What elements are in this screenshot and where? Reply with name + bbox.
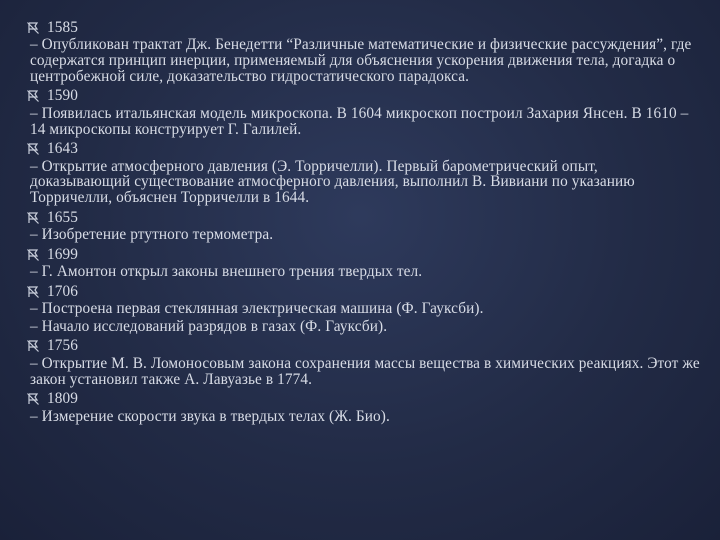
year-label: 1655 xyxy=(47,208,78,226)
year-row xyxy=(10,208,700,227)
slashed-flag-bullet-icon xyxy=(26,211,40,225)
event-description: – Начало исследований разрядов в газах (Ф. Гауксби). xyxy=(30,317,388,335)
year-label: 1699 xyxy=(47,245,78,263)
event-description: – Опубликован трактат Дж. Бенедетти “Различные математические и физические рассуждения”, где содержатся принцип инерции, применяемый для объяснения ускорения движения тела, догадка о центробежной силе, доказательство гидростатического парадокса. xyxy=(30,36,692,85)
timeline-entry xyxy=(10,87,700,138)
year-label: 1756 xyxy=(47,337,78,355)
timeline-entry xyxy=(10,337,700,388)
year-row xyxy=(10,87,700,106)
slashed-flag-bullet-icon xyxy=(26,248,40,262)
event-description: – Открытие М. В. Ломоносовым закона сохранения массы вещества в химических реакциях. Этот же закон установил также А. Лавуазье в 1774. xyxy=(30,354,700,388)
event-description: – Открытие атмосферного давления (Э. Торричелли). Первый барометрический опыт, доказывающий существование атмосферного давления, выполнил В. Вивиани по указанию Торричелли, объяснен Торричелли в 1644. xyxy=(30,157,635,207)
event-description: – Построена первая стеклянная электрическая машина (Ф. Гауксби). xyxy=(30,300,484,318)
event-description: – Измерение скорости звука в твердых телах (Ж. Био). xyxy=(30,407,390,425)
timeline-entry xyxy=(10,282,700,335)
event-description: – Г. Амонтон открыл законы внешнего трения твердых тел. xyxy=(30,263,423,281)
slashed-flag-bullet-icon xyxy=(26,89,40,103)
slashed-flag-bullet-icon xyxy=(26,285,40,299)
year-label: 1809 xyxy=(47,390,78,408)
slashed-flag-bullet-icon xyxy=(26,142,40,156)
slashed-flag-bullet-icon xyxy=(26,21,40,35)
year-row xyxy=(10,140,700,159)
timeline-entry xyxy=(10,208,700,243)
timeline-entry xyxy=(10,245,700,280)
timeline-entry xyxy=(10,390,700,425)
slashed-flag-bullet-icon xyxy=(26,392,40,406)
timeline-list xyxy=(10,18,700,425)
slashed-flag-bullet-icon xyxy=(26,339,40,353)
event-description: – Изобретение ртутного термометра. xyxy=(30,226,274,244)
year-row xyxy=(10,337,700,356)
timeline-entry xyxy=(10,140,700,207)
year-row xyxy=(10,390,700,409)
timeline-entry xyxy=(10,18,700,85)
year-row xyxy=(10,245,700,264)
year-label: 1585 xyxy=(47,18,78,36)
event-description: – Появилась итальянская модель микроскопа. В 1604 микроскоп построил Захария Янсен. В 1610 – 14 микроскопы конструирует Г. Галилей. xyxy=(30,104,689,138)
year-label: 1590 xyxy=(47,87,78,105)
year-label: 1706 xyxy=(47,282,78,300)
year-row xyxy=(10,282,700,301)
year-label: 1643 xyxy=(47,140,78,158)
year-row xyxy=(10,18,700,37)
